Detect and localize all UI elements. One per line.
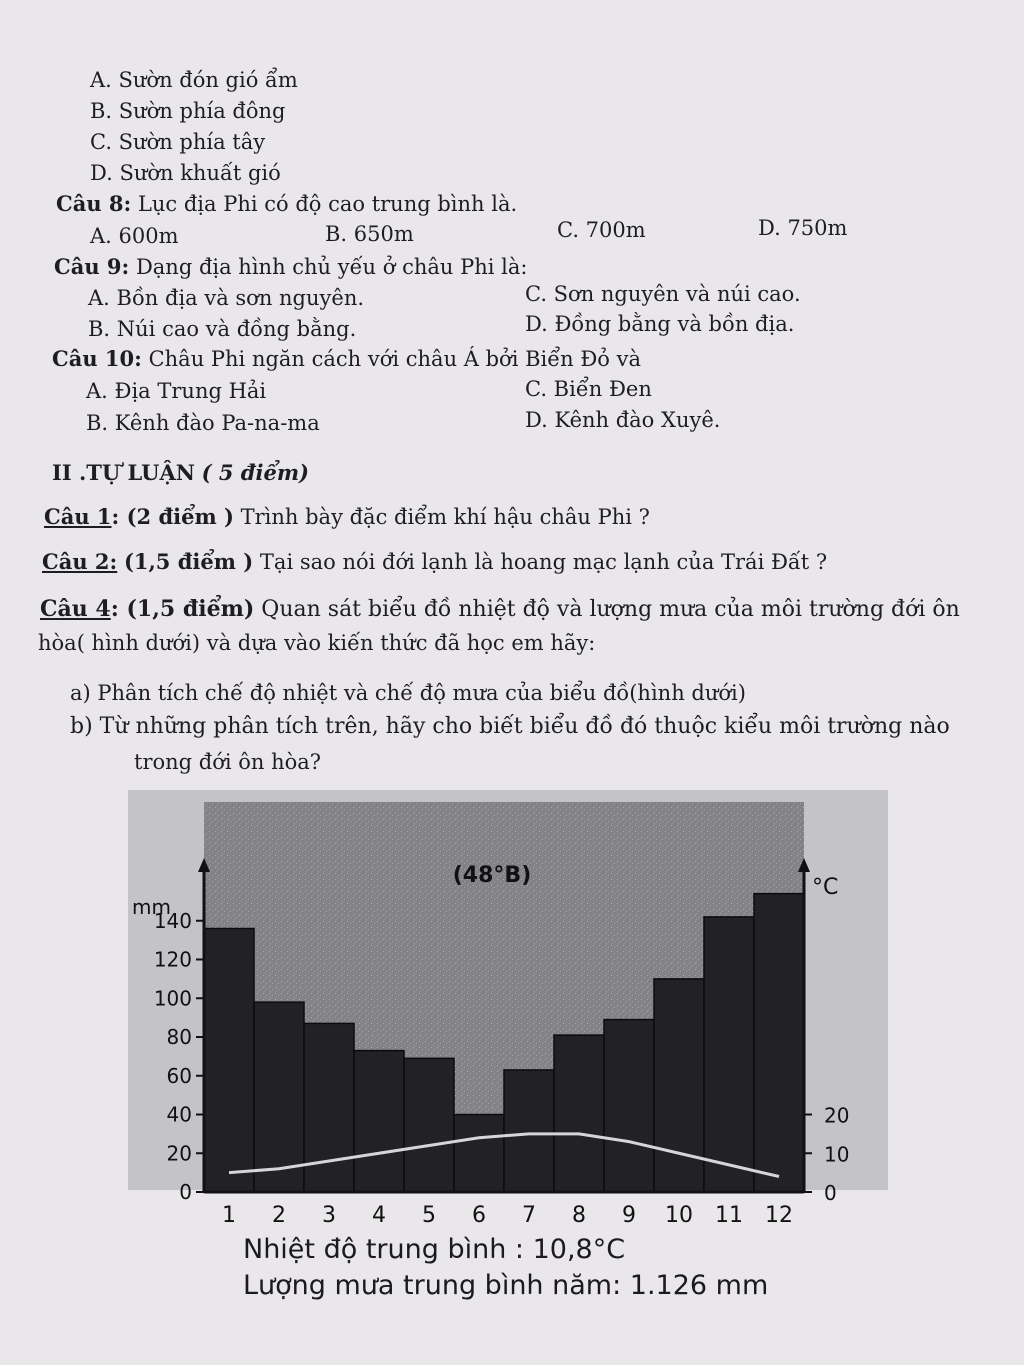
month-label: 1 bbox=[222, 1203, 236, 1228]
q8-option-c: C. 700m bbox=[557, 218, 646, 242]
month-label: 7 bbox=[522, 1203, 536, 1228]
rainfall-bar bbox=[654, 979, 704, 1192]
month-label: 5 bbox=[422, 1203, 436, 1228]
subquestion-b-marker: b) bbox=[70, 714, 93, 739]
right-tick-label: 20 bbox=[824, 1103, 850, 1128]
essay-q4-text-line2: hòa( hình dưới) và dựa vào kiến thức đã học em hãy: bbox=[38, 631, 596, 655]
essay-q2-label: Câu 2: bbox=[42, 549, 118, 574]
left-tick-label: 140 bbox=[153, 908, 192, 933]
q7-option-b: B. Sườn phía đông bbox=[90, 99, 286, 123]
q7-option-d: D. Sườn khuất gió bbox=[90, 161, 281, 185]
month-label: 10 bbox=[665, 1203, 693, 1228]
month-label: 2 bbox=[272, 1203, 286, 1228]
question-10-text: Châu Phi ngăn cách với châu Á bởi Biển Đỏ và bbox=[148, 347, 642, 371]
left-tick-label: 40 bbox=[166, 1102, 192, 1127]
month-label: 11 bbox=[715, 1203, 743, 1228]
subquestion-a-marker: a) bbox=[70, 681, 91, 705]
question-10-label: Câu 10: bbox=[52, 346, 142, 371]
climate-chart bbox=[118, 782, 898, 1232]
annual-rainfall-unit: mm bbox=[715, 1270, 769, 1301]
question-9 bbox=[54, 256, 527, 278]
rainfall-bar bbox=[504, 1070, 554, 1192]
q8-option-d: D. 750m bbox=[758, 216, 848, 240]
rainfall-bar bbox=[454, 1115, 504, 1193]
left-tick-label: 100 bbox=[153, 986, 192, 1011]
average-temperature-caption: Nhiệt độ trung bình : 10,8°C bbox=[243, 1234, 626, 1265]
essay-q4-text-line1: Quan sát biểu đồ nhiệt độ và lượng mưa của môi trường đới ôn bbox=[261, 597, 960, 622]
left-axis-unit: mm bbox=[132, 895, 171, 919]
month-label: 3 bbox=[322, 1203, 336, 1228]
subquestion-a bbox=[70, 683, 746, 704]
rainfall-bar bbox=[704, 917, 754, 1192]
left-tick-label: 120 bbox=[153, 947, 192, 972]
annual-rainfall-label: Lượng mưa trung bình năm: bbox=[243, 1270, 622, 1301]
essay-q2-points: (1,5 điểm ) bbox=[123, 549, 254, 574]
rainfall-bar bbox=[754, 894, 804, 1192]
rainfall-bar bbox=[404, 1058, 454, 1192]
subquestion-b bbox=[70, 716, 950, 738]
rainfall-bar bbox=[604, 1020, 654, 1192]
right-axis-unit: °C bbox=[812, 875, 839, 900]
right-tick-label: 0 bbox=[824, 1181, 837, 1205]
question-8 bbox=[56, 193, 517, 215]
question-8-label: Câu 8: bbox=[56, 191, 132, 216]
essay-question-4 bbox=[40, 598, 960, 621]
rainfall-bar bbox=[354, 1051, 404, 1192]
right-tick-label: 10 bbox=[824, 1142, 850, 1167]
question-9-label: Câu 9: bbox=[54, 254, 130, 279]
rainfall-bar bbox=[554, 1035, 604, 1192]
month-label: 12 bbox=[765, 1203, 793, 1228]
month-label: 9 bbox=[622, 1203, 636, 1228]
section-title: II .TỰ LUẬN bbox=[52, 460, 195, 485]
subquestion-a-text: Phân tích chế độ nhiệt và chế độ mưa của biểu đồ(hình dưới) bbox=[97, 681, 746, 705]
q9-option-d: D. Đồng bằng và bồn địa. bbox=[525, 312, 795, 336]
chart-title: (48°B) bbox=[452, 863, 532, 888]
annual-rainfall-caption bbox=[243, 1272, 768, 1299]
section-points: ( 5 điểm) bbox=[201, 460, 309, 485]
q7-option-a: A. Sườn đón gió ẩm bbox=[90, 68, 298, 92]
left-tick-label: 0 bbox=[179, 1180, 192, 1204]
q9-option-b: B. Núi cao và đồng bằng. bbox=[88, 317, 357, 341]
essay-q4-points: : (1,5 điểm) bbox=[110, 596, 255, 622]
month-label: 4 bbox=[372, 1203, 386, 1228]
annual-rainfall-value: 1.126 bbox=[629, 1270, 708, 1301]
rainfall-bar bbox=[204, 929, 254, 1193]
essay-q2-text: Tại sao nói đới lạnh là hoang mạc lạnh của Trái Đất ? bbox=[259, 550, 828, 574]
q9-option-c: C. Sơn nguyên và núi cao. bbox=[525, 282, 801, 306]
left-tick-label: 60 bbox=[166, 1063, 192, 1088]
question-9-text: Dạng địa hình chủ yếu ở châu Phi là: bbox=[135, 255, 528, 279]
rainfall-bar bbox=[254, 1002, 304, 1192]
essay-q1-points: : (2 điểm ) bbox=[111, 504, 234, 529]
section-heading bbox=[52, 462, 309, 484]
q10-option-c: C. Biển Đen bbox=[525, 377, 652, 401]
essay-q1-label: Câu 1 bbox=[44, 504, 112, 529]
essay-question-1 bbox=[44, 506, 650, 528]
question-10 bbox=[52, 348, 641, 370]
essay-q1-text: Trình bày đặc điểm khí hậu châu Phi ? bbox=[240, 505, 650, 529]
month-label: 6 bbox=[472, 1203, 486, 1228]
month-label: 8 bbox=[572, 1203, 586, 1228]
q8-option-a: A. 600m bbox=[90, 224, 179, 248]
q10-option-b: B. Kênh đào Pa-na-ma bbox=[86, 411, 320, 435]
question-8-text: Lục địa Phi có độ cao trung bình là. bbox=[137, 192, 518, 216]
essay-question-2 bbox=[42, 551, 827, 573]
subquestion-b-text-line1: Từ những phân tích trên, hãy cho biết biểu đồ đó thuộc kiểu môi trường nào bbox=[99, 714, 950, 739]
q7-option-c: C. Sườn phía tây bbox=[90, 130, 266, 154]
left-tick-label: 80 bbox=[166, 1025, 192, 1049]
q10-option-a: A. Địa Trung Hải bbox=[86, 379, 267, 403]
subquestion-b-text-line2: trong đới ôn hòa? bbox=[134, 750, 322, 774]
essay-q4-label: Câu 4 bbox=[40, 596, 111, 622]
rainfall-bar bbox=[304, 1023, 354, 1192]
q9-option-a: A. Bồn địa và sơn nguyên. bbox=[88, 286, 365, 310]
q10-option-d: D. Kênh đào Xuyê. bbox=[525, 408, 721, 432]
left-tick-label: 20 bbox=[166, 1141, 192, 1166]
q8-option-b: B. 650m bbox=[325, 222, 414, 246]
